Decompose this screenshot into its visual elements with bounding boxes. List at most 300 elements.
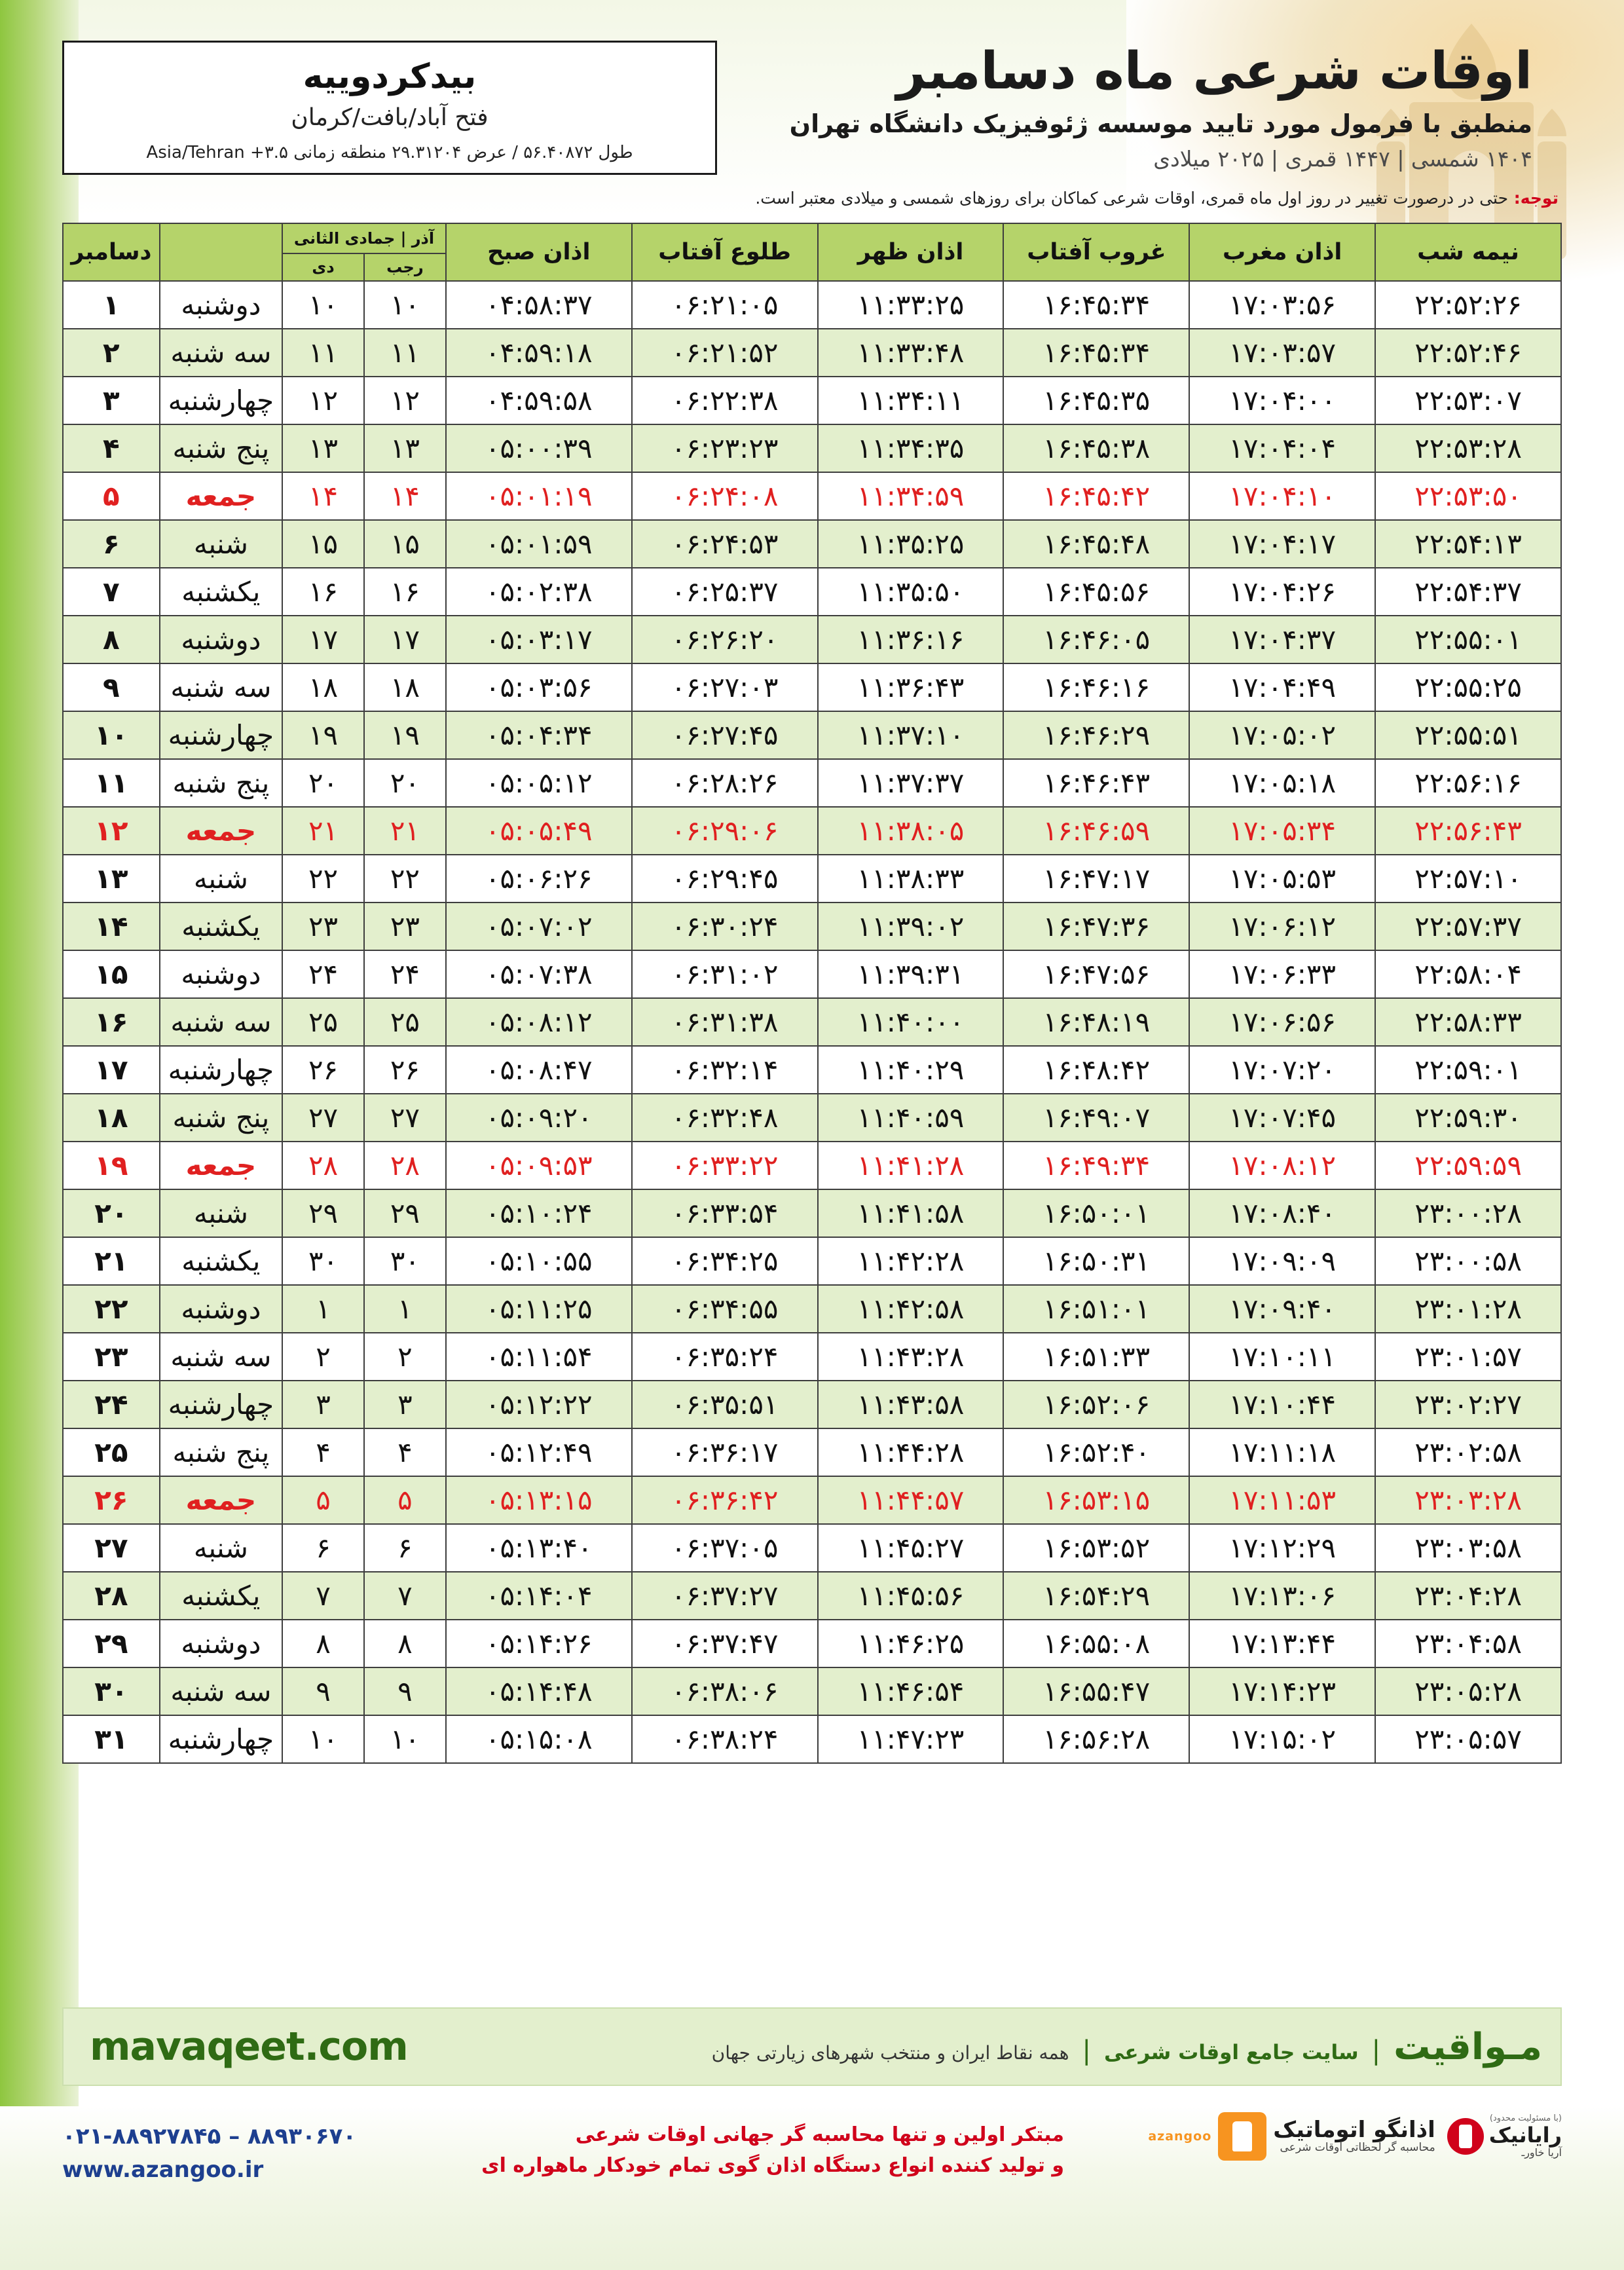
cell-fajr: ۰۵:۱۵:۰۸	[446, 1715, 632, 1763]
cell-sunrise: ۰۶:۲۱:۰۵	[632, 281, 818, 329]
cell-gregorian-day: ۲۳	[63, 1333, 160, 1381]
cell-hijri-rajab: ۴	[364, 1428, 446, 1476]
cell-weekday: دوشنبه	[160, 1620, 282, 1667]
cell-dhuhr: ۱۱:۳۴:۱۱	[818, 377, 1004, 424]
cell-fajr: ۰۵:۰۱:۵۹	[446, 520, 632, 568]
mavaqeet-tagline: سایت جامع اوقات شرعی	[1103, 2040, 1359, 2064]
cell-gregorian-day: ۲۴	[63, 1381, 160, 1428]
cell-gregorian-day: ۲	[63, 329, 160, 377]
cell-hijri-rajab: ۱۶	[364, 568, 446, 616]
table-row	[63, 1333, 1561, 1381]
cell-gregorian-day: ۲۰	[63, 1189, 160, 1237]
cell-fajr: ۰۵:۰۷:۳۸	[446, 950, 632, 998]
rayanic-name: رایانیک	[1488, 2122, 1562, 2148]
cell-sunrise: ۰۶:۳۲:۱۴	[632, 1046, 818, 1094]
cell-maghrib: ۱۷:۰۹:۴۰	[1189, 1285, 1375, 1333]
cell-sunrise: ۰۶:۲۹:۴۵	[632, 855, 818, 902]
cell-gregorian-day: ۱۸	[63, 1094, 160, 1142]
footer-brand-right	[712, 2026, 1560, 2068]
cell-dhuhr: ۱۱:۴۳:۵۸	[818, 1381, 1004, 1428]
cell-dhuhr: ۱۱:۴۲:۲۸	[818, 1237, 1004, 1285]
table-row	[63, 998, 1561, 1046]
page-title: اوقات شرعی ماه دسامبر	[896, 42, 1532, 101]
table-row	[63, 1094, 1561, 1142]
cell-hijri-rajab: ۳۰	[364, 1237, 446, 1285]
cell-gregorian-day: ۷	[63, 568, 160, 616]
cell-gregorian-day: ۳۰	[63, 1667, 160, 1715]
cell-fajr: ۰۵:۰۹:۲۰	[446, 1094, 632, 1142]
cell-sunset: ۱۶:۴۶:۲۹	[1003, 711, 1189, 759]
cell-gregorian-day: ۱۵	[63, 950, 160, 998]
cell-hijri-dey: ۲۳	[282, 902, 364, 950]
cell-hijri-dey: ۸	[282, 1620, 364, 1667]
cell-hijri-dey: ۲۴	[282, 950, 364, 998]
cell-dhuhr: ۱۱:۳۶:۱۶	[818, 616, 1004, 663]
cell-sunrise: ۰۶:۳۴:۵۵	[632, 1285, 818, 1333]
cell-weekday: شنبه	[160, 520, 282, 568]
footer-bottom	[62, 2106, 1562, 2237]
rayanic-sub: آریا خاورـ	[1521, 2146, 1562, 2159]
cell-dhuhr: ۱۱:۴۷:۲۳	[818, 1715, 1004, 1763]
azangoo-logo	[1148, 2112, 1435, 2161]
cell-sunset: ۱۶:۴۷:۳۶	[1003, 902, 1189, 950]
cell-sunrise: ۰۶:۳۶:۴۲	[632, 1476, 818, 1524]
cell-hijri-rajab: ۱۴	[364, 472, 446, 520]
cell-gregorian-day: ۱۱	[63, 759, 160, 807]
footer-brand-bar	[62, 2007, 1562, 2086]
cell-fajr: ۰۴:۵۹:۱۸	[446, 329, 632, 377]
cell-maghrib: ۱۷:۰۴:۱۰	[1189, 472, 1375, 520]
footer-taglines	[481, 2120, 1064, 2181]
cell-sunset: ۱۶:۵۳:۵۲	[1003, 1524, 1189, 1572]
cell-sunrise: ۰۶:۲۸:۲۶	[632, 759, 818, 807]
table-row	[63, 472, 1561, 520]
cell-weekday: یکشنبه	[160, 1572, 282, 1620]
cell-fajr: ۰۴:۵۸:۳۷	[446, 281, 632, 329]
cell-fajr: ۰۵:۱۴:۴۸	[446, 1667, 632, 1715]
mavaqeet-url[interactable]: mavaqeet.com	[90, 2024, 408, 2070]
table-row	[63, 759, 1561, 807]
cell-sunrise: ۰۶:۳۷:۰۵	[632, 1524, 818, 1572]
note-line	[62, 189, 1559, 208]
cell-gregorian-day: ۲۹	[63, 1620, 160, 1667]
table-row	[63, 520, 1561, 568]
cell-hijri-rajab: ۱۵	[364, 520, 446, 568]
table-row	[63, 568, 1561, 616]
cell-maghrib: ۱۷:۰۴:۲۶	[1189, 568, 1375, 616]
cell-hijri-rajab: ۲۰	[364, 759, 446, 807]
cell-hijri-dey: ۱۷	[282, 616, 364, 663]
table-row	[63, 1476, 1561, 1524]
cell-weekday: جمعه	[160, 1476, 282, 1524]
cell-weekday: چهارشنبه	[160, 1715, 282, 1763]
cell-hijri-rajab: ۱۷	[364, 616, 446, 663]
cell-hijri-dey: ۲۱	[282, 807, 364, 855]
col-header-sunset: غروب آفتاب	[1003, 223, 1189, 281]
cell-hijri-dey: ۱	[282, 1285, 364, 1333]
cell-fajr: ۰۵:۰۳:۱۷	[446, 616, 632, 663]
cell-gregorian-day: ۱۲	[63, 807, 160, 855]
cell-fajr: ۰۵:۰۷:۰۲	[446, 902, 632, 950]
cell-sunrise: ۰۶:۲۵:۳۷	[632, 568, 818, 616]
cell-hijri-dey: ۷	[282, 1572, 364, 1620]
cell-midnight: ۲۲:۵۹:۰۱	[1375, 1046, 1561, 1094]
cell-midnight: ۲۳:۰۵:۲۸	[1375, 1667, 1561, 1715]
col-header-dhuhr: اذان ظهر	[818, 223, 1004, 281]
table-row	[63, 1285, 1561, 1333]
cell-weekday: دوشنبه	[160, 1285, 282, 1333]
cell-dhuhr: ۱۱:۳۳:۲۵	[818, 281, 1004, 329]
cell-dhuhr: ۱۱:۳۷:۱۰	[818, 711, 1004, 759]
cell-hijri-dey: ۵	[282, 1476, 364, 1524]
cell-maghrib: ۱۷:۱۳:۴۴	[1189, 1620, 1375, 1667]
cell-sunset: ۱۶:۴۸:۱۹	[1003, 998, 1189, 1046]
cell-dhuhr: ۱۱:۴۳:۲۸	[818, 1333, 1004, 1381]
cell-weekday: جمعه	[160, 807, 282, 855]
col-header-midnight: نیمه شب	[1375, 223, 1561, 281]
cell-maghrib: ۱۷:۰۷:۲۰	[1189, 1046, 1375, 1094]
cell-dhuhr: ۱۱:۴۰:۵۹	[818, 1094, 1004, 1142]
rayanic-mark-icon	[1447, 2118, 1484, 2155]
cell-hijri-dey: ۱۸	[282, 663, 364, 711]
cell-sunset: ۱۶:۴۶:۰۵	[1003, 616, 1189, 663]
footer-website[interactable]: www.azangoo.ir	[62, 2157, 264, 2183]
cell-dhuhr: ۱۱:۳۶:۴۳	[818, 663, 1004, 711]
cell-dhuhr: ۱۱:۴۰:۰۰	[818, 998, 1004, 1046]
cell-sunrise: ۰۶:۲۷:۴۵	[632, 711, 818, 759]
cell-weekday: شنبه	[160, 855, 282, 902]
cell-midnight: ۲۲:۵۳:۲۸	[1375, 424, 1561, 472]
rayanic-legal-note: (با مسئولیت محدود)	[1489, 2113, 1562, 2124]
cell-dhuhr: ۱۱:۴۶:۲۵	[818, 1620, 1004, 1667]
table-row	[63, 1142, 1561, 1189]
cell-fajr: ۰۵:۰۸:۴۷	[446, 1046, 632, 1094]
cell-maghrib: ۱۷:۰۳:۵۷	[1189, 329, 1375, 377]
cell-midnight: ۲۲:۵۶:۱۶	[1375, 759, 1561, 807]
cell-maghrib: ۱۷:۱۰:۴۴	[1189, 1381, 1375, 1428]
cell-hijri-rajab: ۲۷	[364, 1094, 446, 1142]
cell-midnight: ۲۲:۵۸:۰۴	[1375, 950, 1561, 998]
cell-gregorian-day: ۴	[63, 424, 160, 472]
cell-gregorian-day: ۱۷	[63, 1046, 160, 1094]
cell-midnight: ۲۳:۰۴:۵۸	[1375, 1620, 1561, 1667]
cell-fajr: ۰۵:۱۴:۲۶	[446, 1620, 632, 1667]
cell-midnight: ۲۲:۵۲:۲۶	[1375, 281, 1561, 329]
cell-hijri-dey: ۲۸	[282, 1142, 364, 1189]
cell-hijri-dey: ۲۵	[282, 998, 364, 1046]
cell-midnight: ۲۳:۰۲:۲۷	[1375, 1381, 1561, 1428]
cell-sunset: ۱۶:۵۴:۲۹	[1003, 1572, 1189, 1620]
cell-hijri-dey: ۲۹	[282, 1189, 364, 1237]
cell-dhuhr: ۱۱:۴۶:۵۴	[818, 1667, 1004, 1715]
cell-sunrise: ۰۶:۳۰:۲۴	[632, 902, 818, 950]
cell-hijri-rajab: ۱۱	[364, 329, 446, 377]
table-row	[63, 1620, 1561, 1667]
cell-weekday: یکشنبه	[160, 902, 282, 950]
col-header-hijri-group: آذر | جمادی الثانی	[282, 223, 446, 253]
azangoo-logo-text	[1273, 2119, 1435, 2154]
cell-hijri-dey: ۳	[282, 1381, 364, 1428]
cell-weekday: پنج شنبه	[160, 759, 282, 807]
cell-weekday: جمعه	[160, 1142, 282, 1189]
cell-sunrise: ۰۶:۲۱:۵۲	[632, 329, 818, 377]
cell-dhuhr: ۱۱:۴۴:۲۸	[818, 1428, 1004, 1476]
cell-sunrise: ۰۶:۳۸:۲۴	[632, 1715, 818, 1763]
cell-sunrise: ۰۶:۲۹:۰۶	[632, 807, 818, 855]
cell-hijri-dey: ۲۶	[282, 1046, 364, 1094]
cell-midnight: ۲۲:۵۳:۵۰	[1375, 472, 1561, 520]
cell-sunrise: ۰۶:۳۳:۵۴	[632, 1189, 818, 1237]
cell-dhuhr: ۱۱:۳۴:۵۹	[818, 472, 1004, 520]
title-block	[789, 42, 1532, 172]
cell-weekday: جمعه	[160, 472, 282, 520]
cell-maghrib: ۱۷:۱۱:۵۳	[1189, 1476, 1375, 1524]
cell-gregorian-day: ۹	[63, 663, 160, 711]
table-header-row	[63, 223, 1561, 253]
cell-fajr: ۰۵:۱۳:۴۰	[446, 1524, 632, 1572]
cell-midnight: ۲۳:۰۱:۵۷	[1375, 1333, 1561, 1381]
cell-dhuhr: ۱۱:۳۸:۰۵	[818, 807, 1004, 855]
cell-hijri-dey: ۱۶	[282, 568, 364, 616]
cell-hijri-rajab: ۲۱	[364, 807, 446, 855]
cell-maghrib: ۱۷:۰۵:۵۳	[1189, 855, 1375, 902]
cell-weekday: شنبه	[160, 1524, 282, 1572]
cell-sunset: ۱۶:۴۵:۳۴	[1003, 281, 1189, 329]
cell-sunset: ۱۶:۵۰:۳۱	[1003, 1237, 1189, 1285]
cell-gregorian-day: ۱۰	[63, 711, 160, 759]
cell-sunrise: ۰۶:۳۸:۰۶	[632, 1667, 818, 1715]
cell-sunrise: ۰۶:۳۵:۵۱	[632, 1381, 818, 1428]
cell-dhuhr: ۱۱:۴۰:۲۹	[818, 1046, 1004, 1094]
cell-sunset: ۱۶:۵۵:۰۸	[1003, 1620, 1189, 1667]
city-info-box	[62, 41, 717, 175]
cell-fajr: ۰۵:۱۲:۴۹	[446, 1428, 632, 1476]
azangoo-sub: محاسبه گر لحظاتی اوقات شرعی	[1280, 2140, 1435, 2154]
cell-weekday: پنج شنبه	[160, 1428, 282, 1476]
cell-midnight: ۲۳:۰۰:۲۸	[1375, 1189, 1561, 1237]
azangoo-speaker-icon	[1218, 2112, 1266, 2161]
cell-sunrise: ۰۶:۳۵:۲۴	[632, 1333, 818, 1381]
cell-weekday: سه شنبه	[160, 663, 282, 711]
azangoo-name-en: azangoo	[1148, 2129, 1212, 2144]
cell-midnight: ۲۲:۵۴:۳۷	[1375, 568, 1561, 616]
cell-weekday: شنبه	[160, 1189, 282, 1237]
cell-fajr: ۰۵:۰۸:۱۲	[446, 998, 632, 1046]
cell-maghrib: ۱۷:۱۲:۲۹	[1189, 1524, 1375, 1572]
rayanic-logo-text	[1489, 2114, 1562, 2158]
cell-fajr: ۰۵:۱۴:۰۴	[446, 1572, 632, 1620]
cell-dhuhr: ۱۱:۳۹:۳۱	[818, 950, 1004, 998]
cell-sunset: ۱۶:۴۶:۱۶	[1003, 663, 1189, 711]
table-row	[63, 1189, 1561, 1237]
cell-hijri-rajab: ۵	[364, 1476, 446, 1524]
table-row	[63, 663, 1561, 711]
cell-hijri-dey: ۲۰	[282, 759, 364, 807]
table-row	[63, 1046, 1561, 1094]
cell-hijri-rajab: ۲۳	[364, 902, 446, 950]
footer-contact	[62, 2120, 356, 2187]
cell-gregorian-day: ۱	[63, 281, 160, 329]
col-header-sunrise: طلوع آفتاب	[632, 223, 818, 281]
cell-hijri-dey: ۱۱	[282, 329, 364, 377]
col-header-fajr: اذان صبح	[446, 223, 632, 281]
cell-midnight: ۲۲:۵۵:۰۱	[1375, 616, 1561, 663]
cell-sunrise: ۰۶:۳۷:۲۷	[632, 1572, 818, 1620]
cell-fajr: ۰۴:۵۹:۵۸	[446, 377, 632, 424]
page-header	[0, 0, 1624, 216]
cell-hijri-dey: ۲۷	[282, 1094, 364, 1142]
cell-sunset: ۱۶:۵۲:۴۰	[1003, 1428, 1189, 1476]
cell-weekday: دوشنبه	[160, 616, 282, 663]
cell-gregorian-day: ۲۷	[63, 1524, 160, 1572]
cell-midnight: ۲۳:۰۱:۲۸	[1375, 1285, 1561, 1333]
cell-hijri-rajab: ۱۰	[364, 1715, 446, 1763]
note-text: حتی در درصورت تغییر در روز اول ماه قمری، اوقات شرعی کماکان برای روزهای شمسی و میلادی معتبر است.	[755, 189, 1509, 208]
cell-maghrib: ۱۷:۰۷:۴۵	[1189, 1094, 1375, 1142]
cell-hijri-rajab: ۲	[364, 1333, 446, 1381]
cell-dhuhr: ۱۱:۳۵:۵۰	[818, 568, 1004, 616]
cell-maghrib: ۱۷:۱۱:۱۸	[1189, 1428, 1375, 1476]
col-header-weekday	[160, 223, 282, 281]
cell-maghrib: ۱۷:۰۵:۰۲	[1189, 711, 1375, 759]
cell-maghrib: ۱۷:۰۵:۱۸	[1189, 759, 1375, 807]
cell-sunset: ۱۶:۴۷:۵۶	[1003, 950, 1189, 998]
cell-maghrib: ۱۷:۰۵:۳۴	[1189, 807, 1375, 855]
cell-midnight: ۲۲:۵۵:۵۱	[1375, 711, 1561, 759]
col-header-gregorian: دسامبر	[63, 223, 160, 281]
cell-dhuhr: ۱۱:۳۹:۰۲	[818, 902, 1004, 950]
footer-logos	[1148, 2112, 1562, 2161]
cell-hijri-rajab: ۲۹	[364, 1189, 446, 1237]
cell-weekday: یکشنبه	[160, 568, 282, 616]
cell-hijri-dey: ۹	[282, 1667, 364, 1715]
cell-weekday: چهارشنبه	[160, 1046, 282, 1094]
cell-sunset: ۱۶:۴۶:۵۹	[1003, 807, 1189, 855]
cell-hijri-rajab: ۱۹	[364, 711, 446, 759]
cell-fajr: ۰۵:۱۰:۵۵	[446, 1237, 632, 1285]
cell-hijri-dey: ۱۰	[282, 281, 364, 329]
cell-fajr: ۰۵:۱۰:۲۴	[446, 1189, 632, 1237]
cell-midnight: ۲۲:۵۳:۰۷	[1375, 377, 1561, 424]
rayanic-logo	[1447, 2114, 1562, 2158]
cell-weekday: پنج شنبه	[160, 1094, 282, 1142]
table-row	[63, 424, 1561, 472]
cell-hijri-dey: ۲۲	[282, 855, 364, 902]
brand-separator: |	[1371, 2035, 1381, 2066]
cell-weekday: سه شنبه	[160, 1667, 282, 1715]
table-row	[63, 1572, 1561, 1620]
cell-hijri-rajab: ۸	[364, 1620, 446, 1667]
cell-sunrise: ۰۶:۳۴:۲۵	[632, 1237, 818, 1285]
cell-gregorian-day: ۲۵	[63, 1428, 160, 1476]
cell-hijri-dey: ۱۴	[282, 472, 364, 520]
cell-hijri-rajab: ۱۸	[364, 663, 446, 711]
cell-gregorian-day: ۸	[63, 616, 160, 663]
cell-sunrise: ۰۶:۳۷:۴۷	[632, 1620, 818, 1667]
cell-hijri-dey: ۲	[282, 1333, 364, 1381]
mavaqeet-coverage: همه نقاط ایران و منتخب شهرهای زیارتی جهان	[711, 2041, 1069, 2064]
cell-gregorian-day: ۱۳	[63, 855, 160, 902]
cell-sunset: ۱۶:۴۵:۵۶	[1003, 568, 1189, 616]
table-row	[63, 807, 1561, 855]
cell-gregorian-day: ۱۴	[63, 902, 160, 950]
cell-hijri-dey: ۴	[282, 1428, 364, 1476]
table-row	[63, 711, 1561, 759]
cell-sunrise: ۰۶:۲۲:۳۸	[632, 377, 818, 424]
cell-dhuhr: ۱۱:۴۵:۲۷	[818, 1524, 1004, 1572]
note-label: توجه:	[1513, 189, 1559, 208]
cell-gregorian-day: ۳۱	[63, 1715, 160, 1763]
azangoo-name-fa: اذانگو اتوماتیک	[1273, 2117, 1435, 2144]
cell-hijri-rajab: ۲۴	[364, 950, 446, 998]
cell-dhuhr: ۱۱:۳۸:۳۳	[818, 855, 1004, 902]
cell-maghrib: ۱۷:۰۳:۵۶	[1189, 281, 1375, 329]
cell-fajr: ۰۵:۰۱:۱۹	[446, 472, 632, 520]
cell-gregorian-day: ۳	[63, 377, 160, 424]
cell-maghrib: ۱۷:۰۶:۱۲	[1189, 902, 1375, 950]
cell-gregorian-day: ۵	[63, 472, 160, 520]
cell-fajr: ۰۵:۱۱:۲۵	[446, 1285, 632, 1333]
cell-weekday: یکشنبه	[160, 1237, 282, 1285]
cell-hijri-rajab: ۲۲	[364, 855, 446, 902]
cell-sunset: ۱۶:۴۵:۳۴	[1003, 329, 1189, 377]
cell-weekday: سه شنبه	[160, 329, 282, 377]
cell-midnight: ۲۳:۰۴:۲۸	[1375, 1572, 1561, 1620]
table-row	[63, 1524, 1561, 1572]
table-row	[63, 1428, 1561, 1476]
cell-sunrise: ۰۶:۳۶:۱۷	[632, 1428, 818, 1476]
cell-sunrise: ۰۶:۲۷:۰۳	[632, 663, 818, 711]
prayer-times-table	[62, 223, 1562, 1764]
table-row	[63, 855, 1561, 902]
cell-hijri-rajab: ۷	[364, 1572, 446, 1620]
cell-maghrib: ۱۷:۰۶:۳۳	[1189, 950, 1375, 998]
cell-sunset: ۱۶:۴۷:۱۷	[1003, 855, 1189, 902]
cell-midnight: ۲۳:۰۰:۵۸	[1375, 1237, 1561, 1285]
cell-weekday: دوشنبه	[160, 950, 282, 998]
cell-sunrise: ۰۶:۲۴:۵۳	[632, 520, 818, 568]
cell-sunset: ۱۶:۴۵:۳۵	[1003, 377, 1189, 424]
cell-sunset: ۱۶:۵۳:۱۵	[1003, 1476, 1189, 1524]
cell-maghrib: ۱۷:۰۴:۳۷	[1189, 616, 1375, 663]
table-row	[63, 1381, 1561, 1428]
cell-gregorian-day: ۲۲	[63, 1285, 160, 1333]
cell-midnight: ۲۲:۵۷:۱۰	[1375, 855, 1561, 902]
col-header-maghrib: اذان مغرب	[1189, 223, 1375, 281]
cell-midnight: ۲۲:۵۷:۳۷	[1375, 902, 1561, 950]
cell-hijri-dey: ۱۵	[282, 520, 364, 568]
cell-hijri-rajab: ۶	[364, 1524, 446, 1572]
cell-sunset: ۱۶:۵۰:۰۱	[1003, 1189, 1189, 1237]
cell-midnight: ۲۲:۵۴:۱۳	[1375, 520, 1561, 568]
cell-hijri-dey: ۶	[282, 1524, 364, 1572]
cell-fajr: ۰۵:۱۳:۱۵	[446, 1476, 632, 1524]
cell-fajr: ۰۵:۰۵:۴۹	[446, 807, 632, 855]
cell-sunset: ۱۶:۴۵:۴۲	[1003, 472, 1189, 520]
cell-hijri-rajab: ۹	[364, 1667, 446, 1715]
table-row	[63, 1237, 1561, 1285]
cell-hijri-dey: ۱۲	[282, 377, 364, 424]
cell-hijri-rajab: ۱۲	[364, 377, 446, 424]
cell-dhuhr: ۱۱:۴۱:۲۸	[818, 1142, 1004, 1189]
cell-maghrib: ۱۷:۱۰:۱۱	[1189, 1333, 1375, 1381]
table-row	[63, 1715, 1561, 1763]
cell-dhuhr: ۱۱:۳۵:۲۵	[818, 520, 1004, 568]
cell-maghrib: ۱۷:۰۴:۰۴	[1189, 424, 1375, 472]
cell-fajr: ۰۵:۰۳:۵۶	[446, 663, 632, 711]
cell-midnight: ۲۳:۰۵:۵۷	[1375, 1715, 1561, 1763]
cell-weekday: چهارشنبه	[160, 377, 282, 424]
